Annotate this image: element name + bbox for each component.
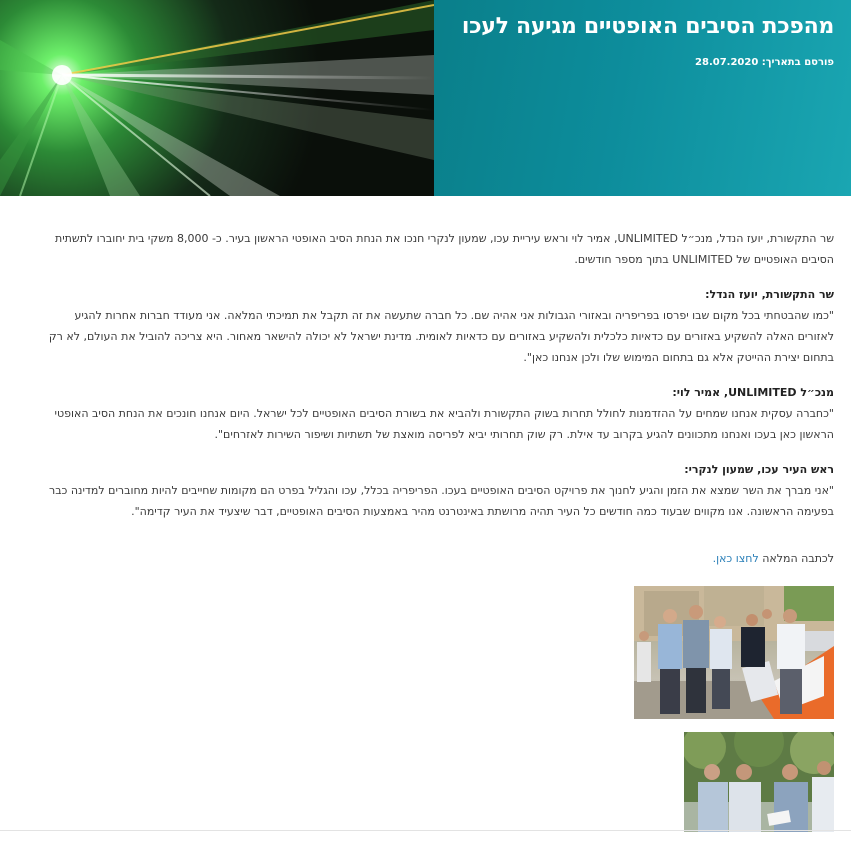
read-more-label: לכתבה המלאה bbox=[758, 552, 834, 565]
divider bbox=[0, 830, 851, 831]
quote-heading: שר התקשורת, יועז הנדל: bbox=[705, 288, 834, 301]
hero-title-panel bbox=[434, 0, 851, 196]
quote-text: "כמו שהבטחתי בכל מקום שבו יפרסו בפריפריה ובאזורי הגבולות אני אהיה שם. כל חברה שתעשה את זה תקבל את תמיכתי המלאה. אני מעודד חברות אחרות להגיע לאזורים האלה להשקיע באזורים עם כדאיות כלכלית ולהשקיע באזורים עם כדאיות לאומית. מדינת ישראל לא יכולה להישאר מאחור. היא צריכה להוביל את העולם, לא רק בתחום יצירת ההייטק אלא גם בתחום המימוש שלו ולכן אנחנו כאן". bbox=[48, 309, 834, 364]
quote-section bbox=[40, 459, 834, 522]
article-body bbox=[40, 228, 834, 536]
article-intro: שר התקשורת, יועז הנדל, מנכ״ל UNLIMITED, אמיר לוי וראש עיריית עכו, שמעון לנקרי חנכו את הנחת הסיב האופטי הראשון בעיר. כ- 8,000 משקי בית יחוברו לתשתית הסיבים האופטיים של UNLIMITED בתוך מספר חודשים. bbox=[54, 232, 834, 266]
ceremony-photo-trees bbox=[684, 732, 834, 832]
quote-section bbox=[40, 382, 834, 445]
quote-heading: ראש העיר עכו, שמעון לנקרי: bbox=[684, 463, 834, 476]
read-more-line bbox=[713, 552, 834, 565]
light-speed-image bbox=[0, 0, 434, 196]
quote-text: "כחברה עסקית אנחנו שמחים על ההזדמנות לחולל תחרות בשוק התקשורת ולהביא את בשורת הסיבים האופטיים לכל ישראל. היום אנחנו חונכים את הנחת הסיב האופטי הראשון כאן בעכו ואנחנו מתכוונים להגיע בקרוב עד אילת. רק שוק תחרותי יביא לפריסה מואצת של תשתיות ושיפור השירות לאזרחים". bbox=[54, 407, 834, 441]
quote-section bbox=[40, 284, 834, 368]
ceremony-photo-street bbox=[634, 586, 834, 719]
quote-text: "אני מברך את השר שמצא את הזמן והגיע לחנוך את פרויקט הסיבים האופטיים בעכו. הפריפריה בכלל, עכו והגליל בפרט הם מקומות שחייבים להיות מחוברים למדינה כבר בפעימה הראשונה. אנו מקווים שבעוד כמה חודשים כל העיר תהיה מרושתת באינטרנט מהיר באמצעות הסיבים האופטיים, דבר שיצעיד את העיר קדימה". bbox=[48, 484, 834, 518]
article-hero bbox=[0, 0, 851, 196]
read-more-link[interactable]: לחצו כאן. bbox=[712, 552, 759, 565]
publish-date: פורסם בתאריך: 28.07.2020 bbox=[695, 57, 834, 68]
quote-heading: מנכ״ל UNLIMITED, אמיר לוי: bbox=[672, 386, 834, 399]
page-title: מהפכת הסיבים האופטיים מגיעה לעכו bbox=[461, 14, 834, 39]
